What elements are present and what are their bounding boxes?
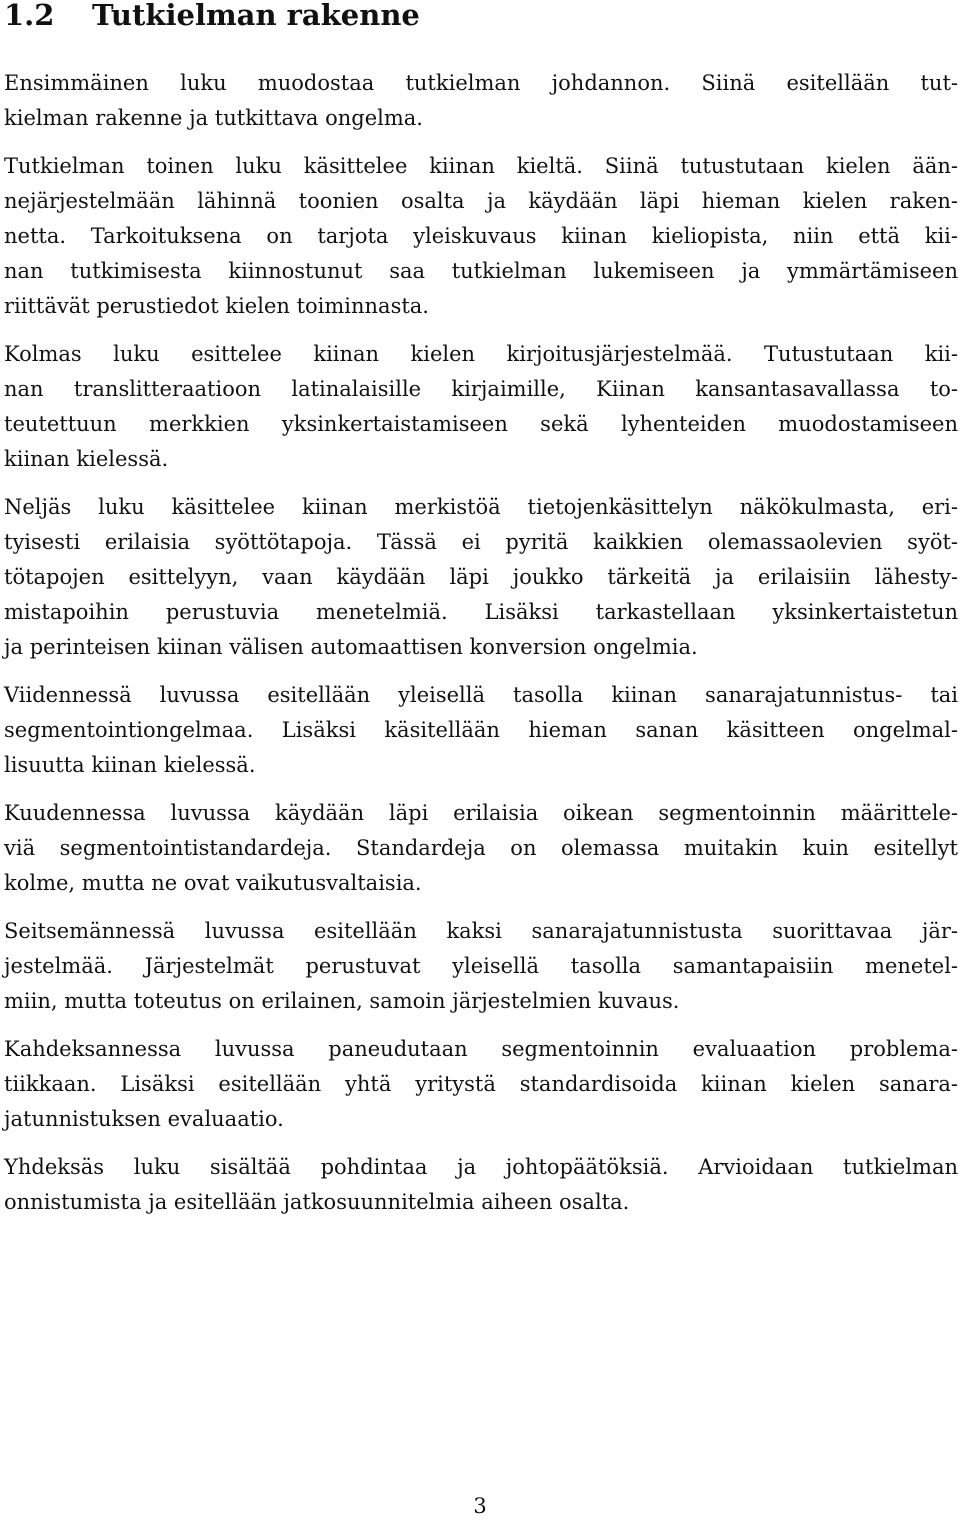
text-line: nan tutkimisesta kiinnostunut saa tutkielman lukemiseen ja ymmärtämiseen xyxy=(4,259,958,283)
page-number: 3 xyxy=(473,1494,487,1518)
section-heading xyxy=(4,0,958,34)
text-line: kolme, mutta ne ovat vaikutusvaltaisia. xyxy=(4,871,422,895)
text-line: lisuutta kiinan kielessä. xyxy=(4,753,256,777)
paragraph-9 xyxy=(4,1150,958,1220)
paragraph-2 xyxy=(4,149,958,324)
text-line: ja perinteisen kiinan välisen automaattisen konversion ongelmia. xyxy=(4,635,698,659)
paragraph-8 xyxy=(4,1032,958,1137)
paragraph-1 xyxy=(4,66,958,136)
text-line: tiikkaan. Lisäksi esitellään yhtä yritystä standardisoida kiinan kielen sanara- xyxy=(4,1072,958,1096)
text-line: Yhdeksäs luku sisältää pohdintaa ja johtopäätöksiä. Arvioidaan tutkielman xyxy=(4,1155,958,1179)
text-line: Viidennessä luvussa esitellään yleisellä tasolla kiinan sanarajatunnistus- tai xyxy=(4,683,958,707)
document-page xyxy=(4,0,958,1233)
text-line: jestelmää. Järjestelmät perustuvat yleisellä tasolla samantapaisiin menetel- xyxy=(4,954,958,978)
text-line: Kolmas luku esittelee kiinan kielen kirjoitusjärjestelmää. Tutustutaan kii- xyxy=(4,342,958,366)
text-line: tyisesti erilaisia syöttötapoja. Tässä ei pyritä kaikkien olemassaolevien syöt- xyxy=(4,530,958,554)
text-line: Tutkielman toinen luku käsittelee kiinan kieltä. Siinä tutustutaan kielen ään- xyxy=(4,154,958,178)
paragraph-7 xyxy=(4,914,958,1019)
section-title: Tutkielman rakenne xyxy=(92,0,420,32)
paragraph-4 xyxy=(4,490,958,665)
text-line: onnistumista ja esitellään jatkosuunnitelmia aiheen osalta. xyxy=(4,1190,630,1214)
text-line: Ensimmäinen luku muodostaa tutkielman johdannon. Siinä esitellään tut- xyxy=(4,71,958,95)
text-line: miin, mutta toteutus on erilainen, samoin järjestelmien kuvaus. xyxy=(4,989,680,1013)
text-line: Kuudennessa luvussa käydään läpi erilaisia oikean segmentoinnin määrittele- xyxy=(4,801,958,825)
text-line: nejärjestelmään lähinnä toonien osalta ja käydään läpi hieman kielen raken- xyxy=(4,189,958,213)
text-line: riittävät perustiedot kielen toiminnasta. xyxy=(4,294,429,318)
text-line: mistapoihin perustuvia menetelmiä. Lisäksi tarkastellaan yksinkertaistetun xyxy=(4,600,958,624)
paragraph-5 xyxy=(4,678,958,783)
text-line: netta. Tarkoituksena on tarjota yleiskuvaus kiinan kieliopista, niin että kii- xyxy=(4,224,958,248)
text-line: nan translitteraatioon latinalaisille kirjaimille, Kiinan kansantasavallassa to- xyxy=(4,377,958,401)
paragraph-6 xyxy=(4,796,958,901)
text-line: jatunnistuksen evaluaatio. xyxy=(4,1107,284,1131)
text-line: segmentointiongelmaa. Lisäksi käsitellään hieman sanan käsitteen ongelmal- xyxy=(4,718,958,742)
text-line: kielman rakenne ja tutkittava ongelma. xyxy=(4,106,423,130)
paragraph-3 xyxy=(4,337,958,477)
text-line: Neljäs luku käsittelee kiinan merkistöä tietojenkäsittelyn näkökulmasta, eri- xyxy=(4,495,958,519)
text-line: viä segmentointistandardeja. Standardeja on olemassa muitakin kuin esitellyt xyxy=(4,836,958,860)
section-number: 1.2 xyxy=(4,0,55,32)
text-line: Seitsemännessä luvussa esitellään kaksi sanarajatunnistusta suorittavaa jär- xyxy=(4,919,958,943)
text-line: tötapojen esittelyyn, vaan käydään läpi joukko tärkeitä ja erilaisiin lähesty- xyxy=(4,565,958,589)
body-text xyxy=(4,66,958,1220)
text-line: Kahdeksannessa luvussa paneudutaan segmentoinnin evaluaation problema- xyxy=(4,1037,958,1061)
text-line: teutettuun merkkien yksinkertaistamiseen sekä lyhenteiden muodostamiseen xyxy=(4,412,958,436)
text-line: kiinan kielessä. xyxy=(4,447,169,471)
